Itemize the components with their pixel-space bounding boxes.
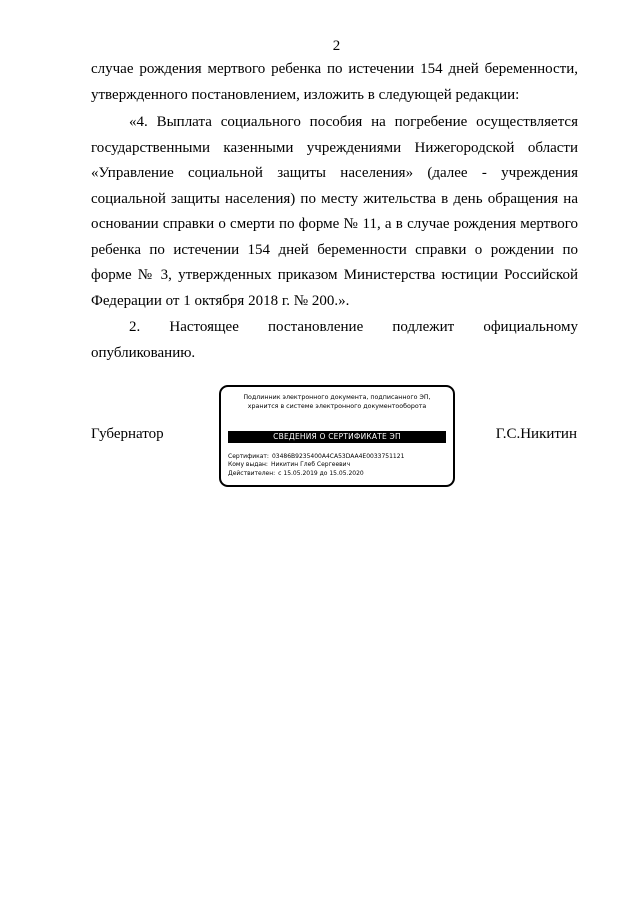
issued-to-label: Кому выдан:	[228, 461, 268, 469]
paragraph-2-line-1: 2. Настоящее постановление подлежит официальному	[129, 319, 578, 335]
valid-label: Действителен:	[228, 469, 276, 477]
issued-to-value: Никитин Глеб Сергеевич	[270, 461, 351, 469]
valid-row	[228, 470, 447, 478]
e-signature-stamp	[219, 385, 455, 487]
stamp-details	[228, 453, 447, 478]
stamp-header: СВЕДЕНИЯ О СЕРТИФИКАТЕ ЭП	[228, 431, 446, 443]
page-number: 2	[332, 38, 341, 54]
intro-line-1: случае рождения мертвого ребенка по истечении 154 дней беременности,	[91, 61, 578, 77]
stamp-note-line-2: хранится в системе электронного документооборота	[247, 402, 427, 410]
paragraph-2	[91, 315, 578, 366]
signer-position: Губернатор	[91, 426, 164, 442]
signer-name: Г.С.Никитин	[495, 426, 577, 442]
intro-text	[91, 57, 578, 108]
paragraph-4-text: «4. Выплата социального пособия на погребение осуществляется государственными казенными учреждениями Нижегородской области «Управление социальной защиты населения» (далее - учреждения социальной защиты населения) по месту жительства в день обращения на основании справки о смерти по форме № 11, а в случае рождения мертвого ребенка по истечении 154 дней беременности справки о рождении по форме № 3, утвержденных приказом Министерства юстиции Российской Федерации от 1 октября 2018 г. № 200.».	[91, 114, 578, 309]
stamp-note	[221, 394, 453, 411]
paragraph-2-line-2: опубликованию.	[91, 344, 196, 361]
intro-line-2: утвержденного постановлением, изложить в следующей редакции:	[91, 86, 520, 103]
certificate-label: Сертификат:	[228, 453, 269, 460]
stamp-note-line-1: Подлинник электронного документа, подписанного ЭП,	[243, 394, 431, 401]
valid-value: с 15.05.2019 до 15.05.2020	[278, 469, 364, 477]
certificate-value: 03486B9235400A4CA53DAA4E0033751121	[271, 453, 405, 460]
certificate-row	[228, 453, 447, 461]
paragraph-4	[91, 110, 578, 314]
issued-to-row	[228, 461, 447, 469]
